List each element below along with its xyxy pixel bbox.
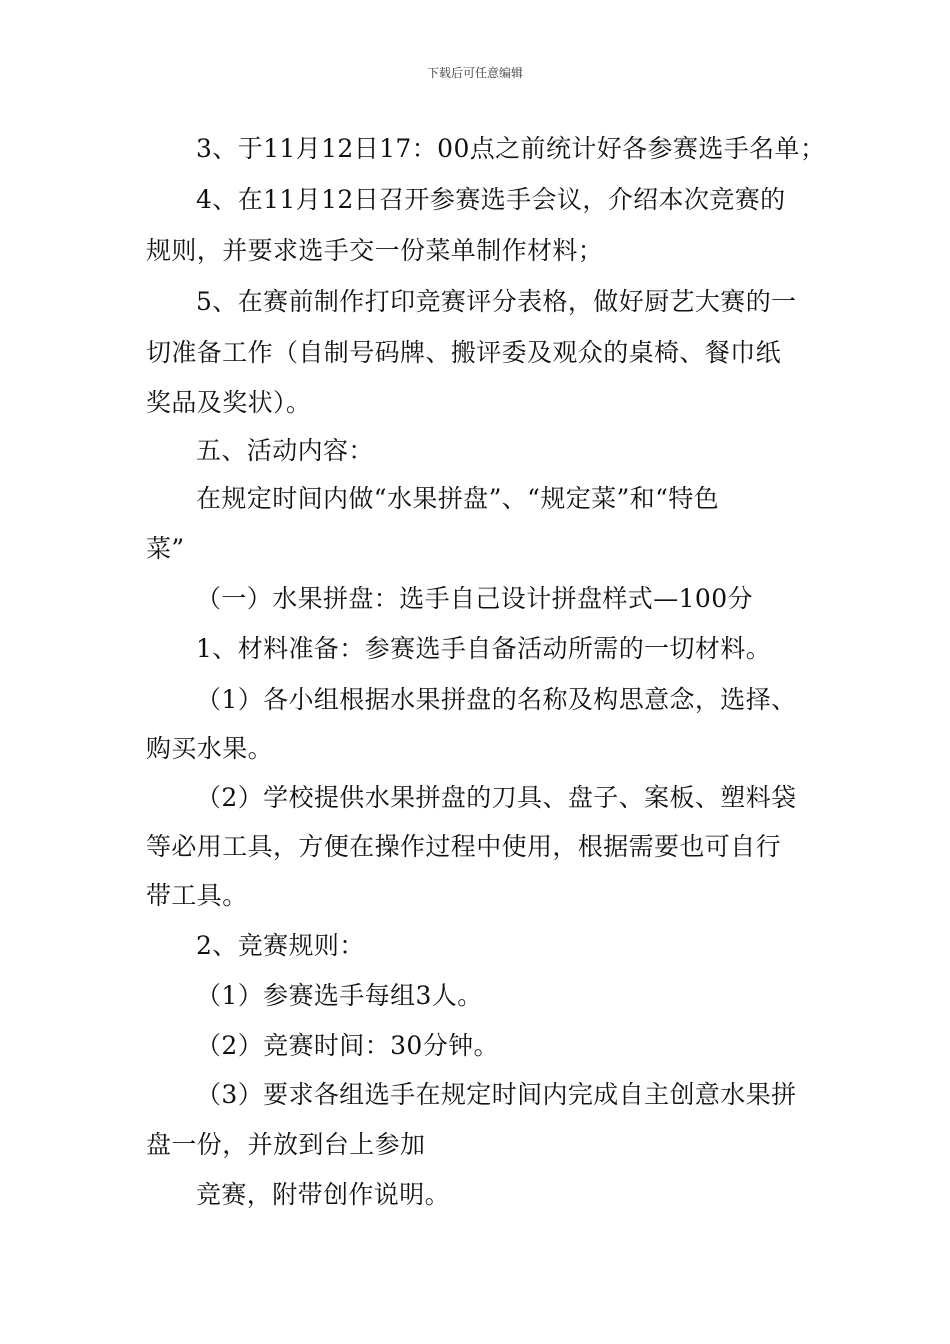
- text-line: 带工具。: [146, 881, 248, 910]
- text-line: 4、在11月12日召开参赛选手会议，介绍本次竞赛的: [196, 185, 786, 214]
- text-line: 在规定时间内做“水果拼盘”、“规定菜”和“特色: [196, 484, 720, 513]
- text-line: 5、在赛前制作打印竞赛评分表格，做好厨艺大赛的一: [196, 287, 797, 316]
- section-heading: 五、活动内容：: [196, 436, 374, 465]
- text-line: 切准备工作（自制号码牌、搬评委及观众的桌椅、餐巾纸: [146, 338, 782, 367]
- text-line: 1、材料准备：参赛选手自备活动所需的一切材料。: [196, 634, 772, 663]
- text-line: 购买水果。: [146, 734, 274, 763]
- subsection-heading: （一）水果拼盘：选手自己设计拼盘样式—100分: [196, 584, 753, 613]
- text-line: （2）竞赛时间：30分钟。: [196, 1031, 499, 1060]
- text-line: 规则，并要求选手交一份菜单制作材料；: [146, 236, 604, 265]
- text-line: （1）参赛选手每组3人。: [196, 981, 483, 1010]
- text-line: 奖品及奖状）。: [146, 388, 312, 417]
- text-line: （3）要求各组选手在规定时间内完成自主创意水果拼: [196, 1080, 797, 1109]
- text-line: 竞赛，附带创作说明。: [196, 1180, 451, 1209]
- text-line: （2）学校提供水果拼盘的刀具、盘子、案板、塑料袋: [196, 783, 797, 812]
- text-line: 3、于11月12日17：00点之前统计好各参赛选手名单；: [196, 134, 826, 163]
- text-line: （1）各小组根据水果拼盘的名称及构思意念，选择、: [196, 685, 797, 714]
- page-header-note: 下载后可任意编辑: [426, 66, 523, 80]
- text-line: 2、竞赛规则：: [196, 931, 365, 960]
- text-line: 等必用工具，方便在操作过程中使用，根据需要也可自行: [146, 832, 782, 861]
- text-line: 盘一份，并放到台上参加: [146, 1130, 426, 1159]
- text-line: 菜”: [146, 534, 185, 563]
